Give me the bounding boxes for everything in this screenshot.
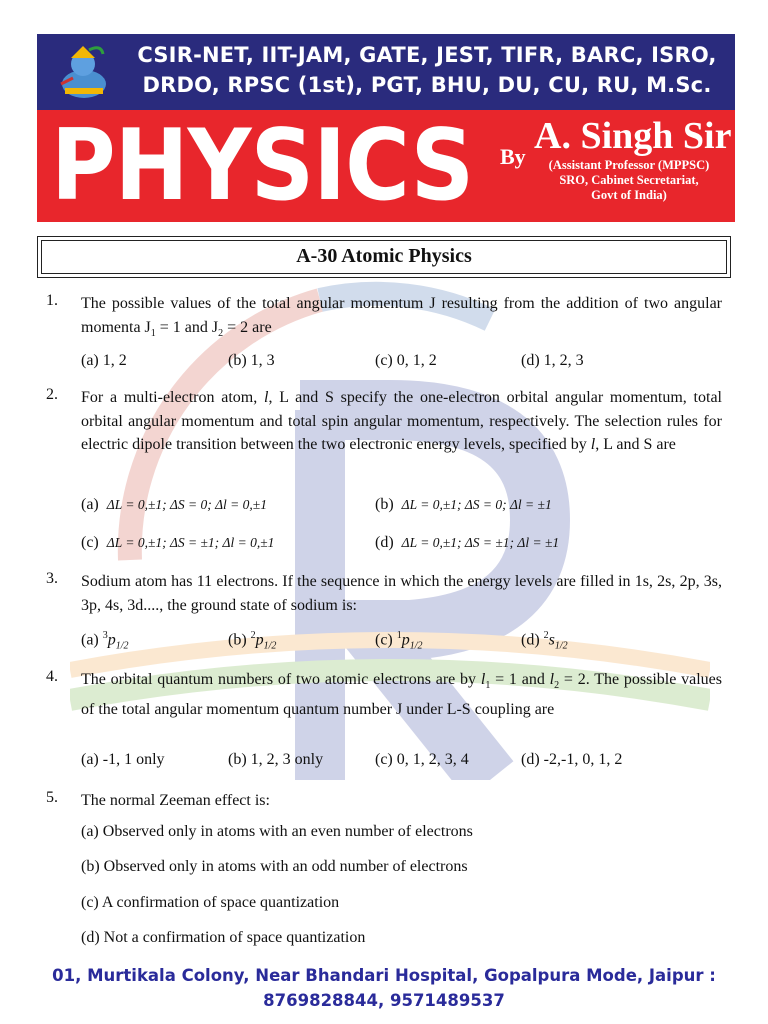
exam-list (129, 40, 725, 100)
designation-line-2: SRO, Cabinet Secretariat, (559, 173, 699, 187)
question-1-option-d: (d) 1, 2, 3 (521, 352, 584, 369)
question-3-option-c: (c) $^1p_{1/2}$ (375, 630, 423, 652)
subject-title: PHYSICS (51, 109, 474, 223)
question-number: 5. (46, 789, 58, 806)
footer-phone-line: 8769828844, 9571489537 (263, 991, 505, 1010)
question-2-option-d: (d) ΔL = 0,±1; ΔS = ±1; Δl = ±1 (375, 534, 560, 551)
question-3-option-b: (b) $^2p_{1/2}$ (228, 630, 277, 652)
author-name: A. Singh Sir (534, 115, 732, 157)
question-text: The possible values of the total angular momentum J resulting from the addition of two angular momenta $J_1 = 1$ and $J_2 = 2$ are (81, 295, 722, 339)
worksheet-title-box (37, 236, 731, 278)
header-banner (37, 34, 735, 110)
question-2-option-a: (a) ΔL = 0,±1; ΔS = 0; Δl = 0,±1 (81, 496, 267, 513)
question-4-option-c: (c) 0, 1, 2, 3, 4 (375, 751, 469, 768)
question-5-option-b: (b) Observed only in atoms with an odd number of electrons (81, 858, 468, 875)
exam-list-line-2: DRDO, RPSC (1st), PGT, BHU, DU, CU, RU, M.Sc. (142, 73, 712, 97)
exam-list-line-1: CSIR-NET, IIT-JAM, GATE, JEST, TIFR, BARC, ISRO, (137, 43, 717, 67)
question-number: 2. (46, 386, 58, 403)
question-2-option-b: (b) ΔL = 0,±1; ΔS = 0; Δl = ±1 (375, 496, 552, 513)
question-number: 1. (46, 292, 58, 309)
question-number: 4. (46, 668, 58, 685)
krishna-logo-icon (53, 44, 115, 102)
question-text: The normal Zeeman effect is: (81, 792, 270, 809)
subject-banner (37, 110, 735, 222)
by-label: By (500, 144, 526, 169)
question-4-option-b: (b) 1, 2, 3 only (228, 751, 324, 768)
footer-address-line: 01, Murtikala Colony, Near Bhandari Hospital, Gopalpura Mode, Jaipur : (52, 966, 716, 985)
question-1-option-b: (b) 1, 3 (228, 352, 275, 369)
question-5-option-c: (c) A confirmation of space quantization (81, 894, 340, 911)
author-designation (529, 158, 729, 203)
question-1-option-c: (c) 0, 1, 2 (375, 352, 437, 369)
worksheet-title: A-30 Atomic Physics (41, 240, 727, 274)
question-4-option-d: (d) -2,-1, 0, 1, 2 (521, 751, 623, 768)
question-3-option-d: (d) $^2s_{1/2}$ (521, 630, 568, 652)
question-5-option-a: (a) Observed only in atoms with an even number of electrons (81, 823, 473, 840)
question-text: For a multi-electron atom, l, L and S specify the one-electron orbital angular momentum, total orbital angular momentum and total spin angular momentum, respectively. The selection rules for electric dipole transition between the two electronic energy levels, specified by l, L and S are (81, 389, 722, 453)
question-3-option-a: (a) $^3p_{1/2}$ (81, 630, 129, 652)
question-2-option-c: (c) ΔL = 0,±1; ΔS = ±1; Δl = 0,±1 (81, 534, 275, 551)
designation-line-1: (Assistant Professor (MPPSC) (548, 158, 710, 172)
question-1-option-a: (a) 1, 2 (81, 352, 127, 369)
question-5-option-d: (d) Not a confirmation of space quantization (81, 929, 366, 946)
question-number: 3. (46, 570, 58, 587)
question-text: The orbital quantum numbers of two atomic electrons are by $l_1 = 1$ and $l_2 = 2$. The possible values of the total angular momentum quantum number J under L-S coupling are (81, 671, 722, 718)
designation-line-3: Govt of India) (591, 188, 667, 202)
question-4-option-a: (a) -1, 1 only (81, 751, 165, 768)
footer-address (0, 963, 768, 1013)
question-text: Sodium atom has 11 electrons. If the sequence in which the energy levels are filled in 1s, 2s, 2p, 3s, 3p, 4s, 3d...., the ground state of sodium is: (81, 573, 722, 614)
